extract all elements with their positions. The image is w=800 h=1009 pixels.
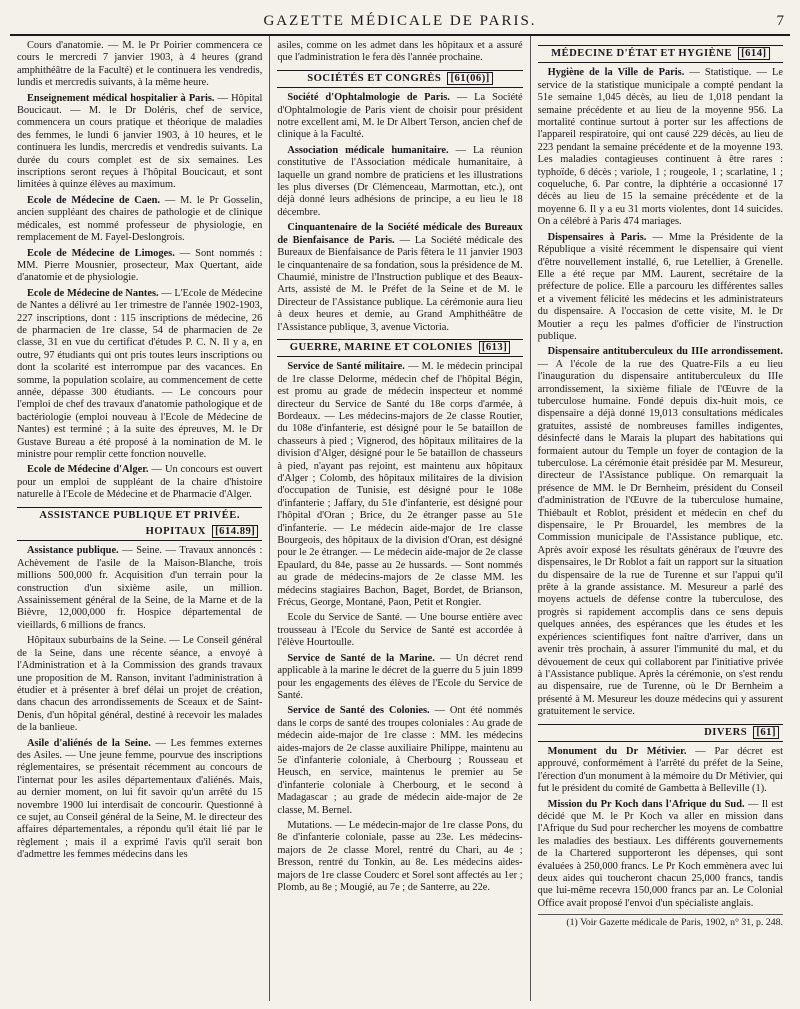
heading-alger: Ecole de Médecine d'Alger. xyxy=(27,464,149,476)
heading-colonies: Service de Santé des Colonies. xyxy=(287,705,430,717)
article-mutations: Mutations. — Le médecin-major de 1re classe Pons, du 8e d'infanterie coloniale, passe au 23e. Les médecins-majors de 2e classe Morel, rentré du Chari, au 4e ; Bresson, rentré du Tonkin, au 8e. Les médecins aides-majors de 1re classe Couderc et Sorel sont affectés au 1er ; Plomb, au 8e ; Mougié, au 7e ; de Santerre, au 22e. xyxy=(277,819,523,893)
journal-title: GAZETTE MÉDICALE DE PARIS. xyxy=(263,13,537,29)
article-assistance xyxy=(17,545,262,632)
section-hygiene-title: MÉDECINE D'ÉTAT ET HYGIÈNE xyxy=(551,48,732,59)
text-ophtalmo: — La Société d'Ophtalmologie de Paris vient de choisir pour président notre excellent ami, M. le Dr Albert Terson, ancien chef de clinique à la Faculté. xyxy=(277,92,523,141)
text-antituberculeux: — A l'école de la rue des Quatre-Fils a eu lieu l'inauguration du dispensaire antituberculeux du IIIe arrondissement, la sixième filiale de l'Œuvre de la tuberculose humaine. Fondé depuis dix-huit mois, ce dispensaire a déjà donné 19,013 consultations médicales gratuites, assisté de nombreuses familles indigentes, désinfecté dans le Marais la plupart des habitations qui formaient autour du Temple un foyer de contagion de la tuberculose. La cérémonie était présidée par M. Mesureur, directeur de l'Assistance publique. On remarquait la présence de MM. le Dr Bernheim, président du Conseil d'administration de l'Œuvre de la tuberculose humaine, Thiébault et Roblot, président et médecin en chef du dispensaire, le Pr Brouardel, les membres de la Commission municipale de l'Assistance publique, etc. Après avoir exposé les résultats généraux de l'œuvre des dispensaires, le Dr Roblot a fait un rapport sur la situation du dispensaire de la rue de Turenne et sur l'appui qu'il prête à la grande assistance. M. Mesureur a parlé des moyens actuels de défense contre la tuberculose, des progrès si rapidement accomplis dans ce sens depuis quelques années, des espérances que les études et les expériences scientifiques font naître d'arriver, dans un avenir très prochain, à assurer l'immunité du mal, et du dévouement de ceux qui collaborent par l'initiative privée à l'Assistance publique. Après la cérémonie, on s'est rendu au dispensaire, rue de Turenne, où le Dr Bernheim a présenté à M. Mesureur les douze médecins qui y assurent gratuitement le service. xyxy=(537,358,783,718)
text-alger: — Un concours est ouvert pour un emploi de suppléant de la chaire d'histoire naturelle à l'Ecole de Médecine et de Pharmacie d'Alger. xyxy=(17,464,263,501)
column-3 xyxy=(530,36,790,1001)
heading-nantes: Ecole de Médecine de Nantes. xyxy=(27,287,159,299)
text-colonies: — Ont été nommés dans le corps de santé des troupes coloniales : Au grade de médecin aide-major de 1re classe : MM. les médecins aides-majors de 2e classe auxiliaire Philippe, maintenu au 5e d'infanterie coloniale, à Cherbourg ; Rousseau et Heusch, en service, maintenus le premier au 5e d'infanterie coloniale à Cherbourg, et le second à Madagascar ; au grade de médecin aide-major de 2e classe, M. Bernel. xyxy=(277,705,523,816)
article-ophtalmo xyxy=(277,92,522,142)
heading-assistance: Assistance publique. xyxy=(27,545,119,557)
section-code-divers: [61] xyxy=(753,726,779,739)
text-boucicaut: — Hôpital Boucicaut. — M. le Dr Doléris, chef de service, commencera un cours pratique et théorique de maladies des femmes, le lundi 6 janvier 1903, à 10 heures, et le continuera les lundis, mercredis et vendredis suivants. La durée du cours complet est de six semaines. Les inscriptions seront reçues à l'hôpital Boucicaut, et sont limitées à quinze élèves au maximum. xyxy=(17,92,263,191)
article-ecole: Ecole du Service de Santé. — Une bourse entière avec trousseau à l'Ecole du Service de Santé est accordée à l'élève Hourtoulle. xyxy=(277,612,523,649)
text-bienfaisance: — La Société médicale des Bureaux de Bienfaisance de Paris fêtera le 11 janvier 1903 le cinquantenaire de sa fondation, sous la présidence de M. Chaumié, ministre de l'Instruction publique et des Beaux-Arts, assisté de M. le Préfet de la Seine et de M. le Directeur de l'Assistance publique. La cérémonie aura lieu à deux heures et demie, au Grand Amphithéâtre de l'Assistance publique, 3, avenue Victoria. xyxy=(277,234,523,333)
section-hygiene xyxy=(538,45,783,63)
article-caen xyxy=(17,195,262,245)
heading-militaire: Service de Santé militaire. xyxy=(287,361,405,373)
article-dispensaires xyxy=(538,232,783,344)
page-number: 7 xyxy=(776,13,784,29)
article-anatomie: Cours d'anatomie. — M. le Pr Poirier commencera ce cours le mercredi 7 janvier 1903, à 4 heures (grand amphithéâtre de la Faculté) et le continuera les vendredis, lundis et mercredis suivants, à la même heure. xyxy=(17,40,263,89)
text-dispensaires: — Mme la Présidente de la République a visité récemment le dispensaire qui vient d'être nouvellement installé, 6, rue Letellier, à Grenelle. Elle a été reçue par MM. Laurent, secrétaire de la préfecture de police. Elle a parcouru les différentes salles et a vivement félicité les médecins et les administrateurs du dispensaire. A l'occasion de cette visite, M. le Dr Moutier a reçu les palmes d'officier de l'instruction publique. xyxy=(537,231,783,342)
text-limoges: — Sont nommés : MM. Pierre Mousnier, prosecteur, Max Quertant, aide d'anatomie et de physiologie. xyxy=(17,247,263,284)
article-humanitaire xyxy=(277,145,522,219)
heading-boucicaut: Enseignement médical hospitalier à Paris. xyxy=(27,92,215,104)
heading-dispensaires: Dispensaires à Paris. xyxy=(547,231,647,243)
article-koch xyxy=(538,799,783,911)
heading-ophtalmo: Société d'Ophtalmologie de Paris. xyxy=(287,92,450,104)
footnote: (1) Voir Gazette médicale de Paris, 1902, n° 31, p. 248. xyxy=(538,914,783,929)
heading-limoges: Ecole de Médecine de Limoges. xyxy=(27,247,175,259)
section-hopitaux: HOPITAUX xyxy=(145,526,206,538)
section-assistance-line1: ASSISTANCE PUBLIQUE ET PRIVÉE. xyxy=(17,507,262,524)
section-societes xyxy=(277,70,522,88)
text-militaire: — M. le médecin principal de 1re classe Delorme, médecin chef de l'hôpital Bégin, est promu au grade de médecin inspecteur et nommé directeur du Service de Santé du 18e corps d'armée, à Bordeaux. — Les médecins-majors de 2e classe Routier, du 108e d'infanterie, est désigné pour le 5e bataillon de chasseurs à pied ; Vignerod, des hôpitaux militaires de la division d'Alger, désigné pour le 5e bataillon de chasseurs à pied, n'ayant pas rejoint, est maintenu aux hôpitaux d'Alger ; Colomb, des hôpitaux militaires de la division d'occupation de Tunisie, est désigné pour le 108e d'infanterie ; Jaffary, du 51e d'infanterie, est désigné pour l'hôpital d'Oran ; Brice, du 2e étranger passe au 51e d'infanterie. — Le médecin aide-major de 1re classe Bourgeois, des hôpitaux de la division d'Oran, est désigné pour le 2e étranger. — Le médecin aide-major de 2e classe Epaulard, du 84e, passe au 2e hussards. — Sont nommés au grade de médecins-majors de 2e classe MM. les médecins stagiaires Bachon, Baget, Bordet, de Brianson, Frécus, George, Montané, Paon, Petit et Rongier. xyxy=(277,361,523,609)
section-guerre-title: GUERRE, MARINE ET COLONIES xyxy=(289,341,473,353)
text-humanitaire: — La réunion constitutive de l'Association médicale humanitaire, à laquelle un grand nombre de praticiens et les illustrations les plus diverses (Dr Clémenceau, Marmottan, etc.), ont déjà donné leurs adhésions de principe, a eu lieu le 18 décembre. xyxy=(277,144,523,218)
text-metivier: — Par décret est approuvé, conformément à l'arrêté du préfet de la Seine, l'érection d'un monument à la mémoire du Dr Métivier, qui fut le président du comité de Gambetta à Belleville (1). xyxy=(537,745,783,795)
text-nantes: — L'Ecole de Médecine de Nantes a délivré au 1er trimestre de l'année 1902-1903, 227 inscriptions, dont : 115 inscriptions de médecine, 26 de pharmacien de 1re classe, 54 de pharmacien de 2e classe, 31 en vue du certificat d'études P. C. N. Il y a, en outre, 97 étudiants qui ont pris toutes leurs inscriptions ou dont la scolarité est interrompue par des vacances. En somme, la population scolaire, au commencement de cette année, dépasse 300 étudiants. — Le concours pour l'emploi de chef des travaux d'anatomie pathologique et de bactériologie (emploi nouveau à l'Ecole de Médecine de Nantes) est terminé ; à la suite des épreuves, M. le Dr Gustave Bureau a été proposé à la nomination de M. le ministre pour remplir cette fonction nouvelle. xyxy=(17,287,263,460)
section-divers-title: DIVERS xyxy=(704,726,748,738)
article-marine xyxy=(277,653,522,703)
section-divers xyxy=(538,724,783,742)
article-alger xyxy=(17,464,262,501)
section-guerre xyxy=(277,339,522,357)
section-code-guerre: [613] xyxy=(479,341,510,354)
heading-antituberculeux: Dispensaire antituberculeux du IIIe arrondissement. xyxy=(547,346,783,358)
column-1 xyxy=(10,36,269,1001)
heading-caen: Ecole de Médecine de Caen. xyxy=(27,194,160,206)
article-hygiene xyxy=(538,67,783,228)
section-code-societes: [61(06)] xyxy=(447,72,492,85)
article-metivier xyxy=(538,746,783,796)
section-societes-title: SOCIÉTÉS ET CONGRÈS xyxy=(307,72,442,84)
heading-metivier: Monument du Dr Métivier. xyxy=(547,745,687,757)
text-assistance: — Seine. — Travaux annoncés : Achèvement de l'asile de la Maison-Blanche, trois millions 500,000 fr. Acquisition d'un terrain pour la construction d'un sixième asile, un million. Assainissement général de la Seine, de la Marne et de la Bièvre, 12,000,000 fr. Hospice départemental de vieillards, 6 millions de francs. xyxy=(17,545,263,631)
heading-koch: Mission du Pr Koch dans l'Afrique du Sud. xyxy=(547,798,745,810)
heading-humanitaire: Association médicale humanitaire. xyxy=(287,144,449,156)
section-code-assistance: [614.89] xyxy=(212,525,258,538)
article-boucicaut xyxy=(17,93,262,192)
article-militaire xyxy=(277,361,522,609)
article-asile-continued: asiles, comme on les admet dans les hôpitaux et a assuré que l'administration le fera dès l'année prochaine. xyxy=(277,40,523,64)
article-colonies xyxy=(277,705,522,817)
section-assistance-line2 xyxy=(17,524,262,541)
heading-marine: Service de Santé de la Marine. xyxy=(287,652,435,664)
text-koch: — Il est décidé que M. le Pr Koch va aller en mission dans l'Afrique du Sud pour rechercher les moyens de combattre les maladies des bestiaux. Les différents gouvernements de la Chartered supporteront les dépenses, qui sont évaluées à 250,000 francs. Le Pr Koch emmènera avec lui deux aides qui toucheront chacun 25,000 francs, tandis que lui-même recevra 150,000 francs par an. Le Colonial Office avait proposé l'envoi d'un spécialiste anglais. xyxy=(537,798,783,909)
columns xyxy=(10,36,790,1001)
heading-asile: Asile d'aliénés de la Seine. xyxy=(27,737,151,749)
heading-bienfaisance: Cinquantenaire de la Société médicale des Bureaux de Bienfaisance de Paris. xyxy=(277,222,523,246)
column-2 xyxy=(269,36,529,1001)
heading-hygiene: Hygiène de la Ville de Paris. xyxy=(547,67,685,79)
page-header xyxy=(10,0,790,36)
article-limoges xyxy=(17,248,262,285)
article-asile xyxy=(17,738,262,862)
section-code-hygiene: [614] xyxy=(738,47,769,60)
text-asile: — Les femmes externes des Asiles. — Une jeune femme, pourvue des inscriptions réglementaires, se présentait récemment au concours de l'internat pour les asiles départementaux d'aliénés. Mais, au dernier moment, on lui fit savoir qu'un arrêté du 15 novembre 1900 lui interdisait de concourir. Questionné à ce sujet, au Conseil général de la Seine, M. le directeur des affaires départementales, a répondu qu'il était lié par le règlement ; mais il a exprimé l'avis qu'il serait bon d'admettre les femmes médecins dans les xyxy=(17,737,263,861)
article-bienfaisance xyxy=(277,222,522,334)
text-caen: — M. le Pr Gosselin, ancien suppléant des chaires de pathologie et de clinique médicales, est nommé professeur de physiologie, en remplacement de M. Fayel-Deslongrois. xyxy=(17,194,263,244)
text-marine: — Un décret rend applicable à la marine le décret de la guerre du 5 juin 1899 pour les engagements des élèves de l'Ecole du Service de Santé. xyxy=(277,652,523,701)
article-nantes xyxy=(17,288,262,462)
article-suburbains: Hôpitaux suburbains de la Seine. — Le Conseil général de la Seine, dans une récente séance, a envoyé à l'Administration et à la Commission des grands travaux une proposition de M. Ranson, invitant l'administration à étudier et à présenter à bref délai un projet de création, dans chacun des arrondissements de Sceaux et de Saint-Denis, d'un hôpital général, destiné à recevoir les malades de la banlieue. xyxy=(17,635,263,734)
article-antituberculeux xyxy=(538,346,783,718)
text-hygiene: — Statistique. — Le service de la statistique municipale a compté pendant la 51e semaine 1,045 décès, au lieu de 1,018 pendant la semaine précédente et au lieu de la moyenne 956. La mortalité continue surtout à porter sur les affections de l'appareil respiratoire, qui ont causé 229 décès, au lieu de 223 pendant la semaine précédente et de la moyenne 193. Les maladies contagieuses continuent à être rares : typhoïde, 6 décès ; variole, 1 ; rougeole, 1 ; scarlatine, 1 ; coqueluche, 6. Par contre, la diphtérie a occasionné 17 décès au lieu de 15 la semaine précédente et de la moyenne 6. Il y a eu 31 morts violentes, dont 14 suicides. On a célébré à Paris 474 mariages. xyxy=(537,67,783,228)
